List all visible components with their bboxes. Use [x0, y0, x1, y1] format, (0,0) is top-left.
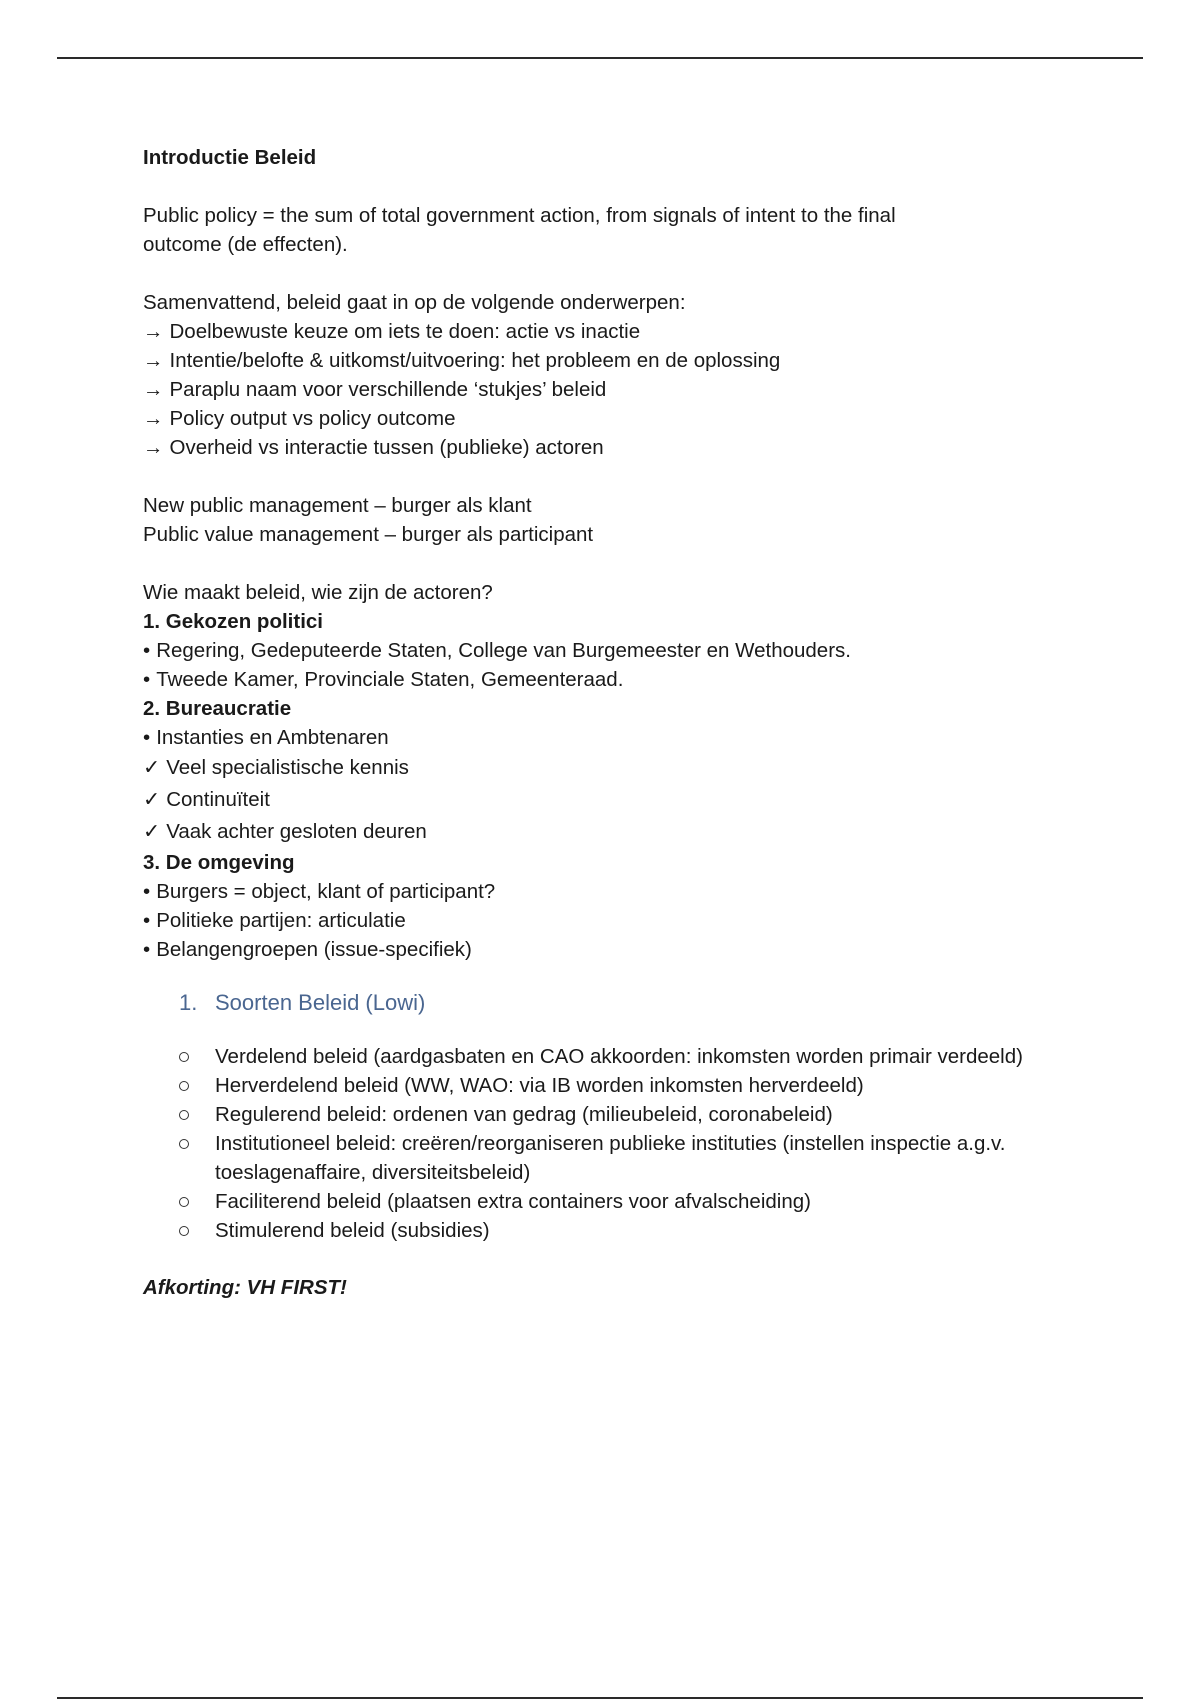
management-line: Public value management – burger als participant	[143, 523, 594, 546]
lowi-types-list	[143, 1042, 1103, 1245]
circle-bullet-icon	[179, 1110, 189, 1120]
circle-bullet-icon	[179, 1197, 189, 1207]
arrow-icon: →	[143, 436, 164, 459]
checkmark-icon: ✓	[143, 756, 161, 779]
actor-check: ✓ Veel specialistische kennis	[143, 752, 1103, 784]
section-heading	[179, 988, 1103, 1018]
policy-definition: Public policy = the sum of total government action, from signals of intent to the final outcome (de effecten).	[143, 204, 896, 256]
actor-bullet: • Politieke partijen: articulatie	[143, 906, 1103, 935]
list-item: Faciliterend beleid (plaatsen extra containers voor afvalscheiding)	[143, 1187, 1115, 1216]
summary-item: → Paraplu naam voor verschillende ‘stukjes’ beleid	[143, 375, 1103, 404]
list-item: Herverdelend beleid (WW, WAO: via IB worden inkomsten herverdeeld)	[143, 1071, 1115, 1100]
section-number: 1.	[179, 990, 198, 1015]
arrow-icon: →	[143, 378, 164, 401]
checkmark-icon: ✓	[143, 788, 161, 811]
actors-question: Wie maakt beleid, wie zijn de actoren?	[143, 581, 493, 604]
document-body	[143, 143, 1103, 1302]
bullet-icon: •	[143, 909, 151, 932]
actor-bullet: • Tweede Kamer, Provinciale Staten, Gemeenteraad.	[143, 665, 1103, 694]
bullet-icon: •	[143, 880, 151, 903]
abbreviation: Afkorting: VH FIRST!	[143, 1276, 347, 1299]
bullet-icon: •	[143, 639, 151, 662]
circle-bullet-icon	[179, 1226, 189, 1236]
section-title: Soorten Beleid (Lowi)	[215, 990, 426, 1015]
summary-item: → Doelbewuste keuze om iets te doen: actie vs inactie	[143, 317, 1103, 346]
management-line: New public management – burger als klant	[143, 494, 532, 517]
summary-list	[143, 317, 1103, 462]
actor-bullet: • Regering, Gedeputeerde Staten, College van Burgemeester en Wethouders.	[143, 636, 1103, 665]
bullet-icon: •	[143, 938, 151, 961]
actor-bullet: • Belangengroepen (issue-specifiek)	[143, 935, 1103, 964]
arrow-icon: →	[143, 407, 164, 430]
circle-bullet-icon	[179, 1081, 189, 1091]
actor-check: ✓ Vaak achter gesloten deuren	[143, 816, 1103, 848]
arrow-icon: →	[143, 320, 164, 343]
bullet-icon: •	[143, 668, 151, 691]
list-item: Regulerend beleid: ordenen van gedrag (milieubeleid, coronabeleid)	[143, 1100, 1115, 1129]
footer-rule	[57, 1697, 1143, 1699]
summary-item: → Policy output vs policy outcome	[143, 404, 1103, 433]
summary-item: → Overheid vs interactie tussen (publieke) actoren	[143, 433, 1103, 462]
circle-bullet-icon	[179, 1052, 189, 1062]
summary-item: → Intentie/belofte & uitkomst/uitvoering: het probleem en de oplossing	[143, 346, 1103, 375]
actor-check: ✓ Continuïteit	[143, 784, 1103, 816]
list-item: Stimulerend beleid (subsidies)	[143, 1216, 1115, 1245]
list-item: Verdelend beleid (aardgasbaten en CAO akkoorden: inkomsten worden primair verdeeld)	[143, 1042, 1115, 1071]
header-rule	[57, 57, 1143, 59]
checkmark-icon: ✓	[143, 820, 161, 843]
actor-group-heading: 2. Bureaucratie	[143, 697, 292, 720]
actor-group-heading: 3. De omgeving	[143, 851, 295, 874]
actor-bullet: • Burgers = object, klant of participant?	[143, 877, 1103, 906]
list-item: Institutioneel beleid: creëren/reorganiseren publieke instituties (instellen inspectie a.g.v. toeslagenaffaire, diversiteitsbeleid)	[143, 1129, 1115, 1187]
bullet-icon: •	[143, 726, 151, 749]
circle-bullet-icon	[179, 1139, 189, 1149]
summary-intro: Samenvattend, beleid gaat in op de volgende onderwerpen:	[143, 291, 686, 314]
arrow-icon: →	[143, 349, 164, 372]
actor-bullet: • Instanties en Ambtenaren	[143, 723, 1103, 752]
document-title: Introductie Beleid	[143, 146, 317, 169]
actor-group-heading: 1. Gekozen politici	[143, 610, 323, 633]
